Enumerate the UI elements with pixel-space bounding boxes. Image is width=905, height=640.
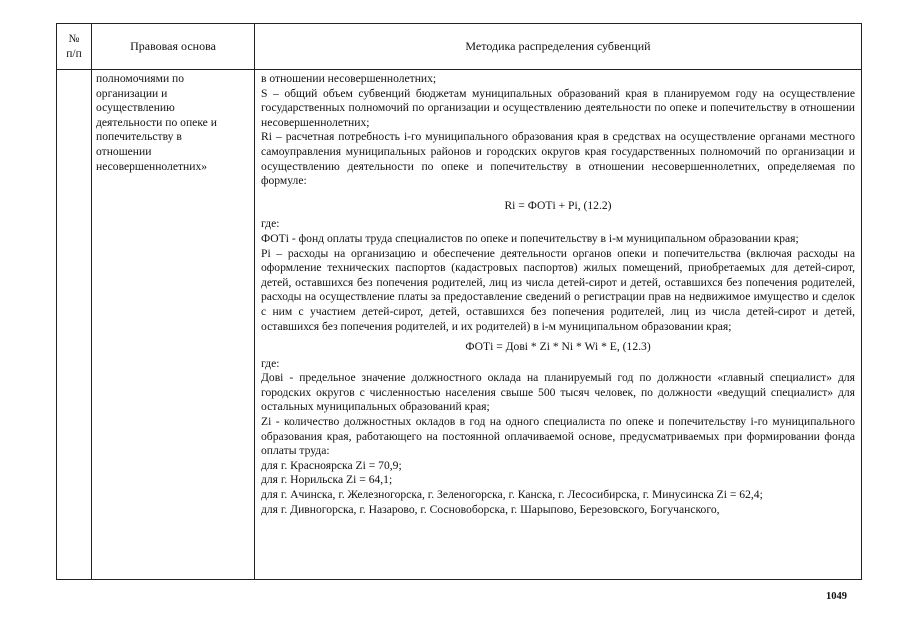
where-label: где: — [261, 356, 280, 370]
legal-basis-line: отношении — [96, 144, 152, 158]
body-number-cell — [57, 70, 92, 579]
method-paragraph: для г. Дивногорска, г. Назарово, г. Сосновоборска, г. Шарыпово, Березовского, Богучанского, — [261, 502, 720, 516]
table-header-row — [57, 24, 861, 70]
method-paragraph: Zi - количество должностных окладов в год на одного специалиста по опеке и попечительству i-го муниципального образования края, работающего на постоянной оплачиваемой основе, предусматриваемых при формировании фонда оплаты труда: — [261, 415, 855, 458]
method-paragraph: Ri – расчетная потребность i-го муниципального образования края в средствах на осуществление органами местного самоуправления муниципальных районов и городских округов края государственных полномочий по организации и осуществлению деятельности по опеке и попечительству в отношении несовершеннолетних, определяемая по формуле: — [261, 130, 855, 188]
formula-12-3: ФОТi = Довi * Zi * Ni * Wi * E, (12.3) — [465, 340, 651, 354]
method-paragraph: Pi – расходы на организацию и обеспечение деятельности органов опеки и попечительства (включая расходы на оформление технических паспортов (кадастровых паспортов) жилых помещений, приобретаемых для детей-сирот, детей, оставшихся без попечения родителей, лиц из числа детей-сирот и детей, оставшихся без попечения родителей, расходы на осуществление платы за предоставление сведений о регистрации прав на недвижимое имущество и сделок с ним с участием детей-сирот, детей, оставшихся без попечения родителей, лиц из числа детей-сирот и детей, оставшихся без попечения родителей, и их родителей) в i-м муниципальном образовании края; — [261, 246, 855, 333]
legal-basis-cell — [92, 70, 255, 579]
method-paragraph: для г. Норильска Zi = 64,1; — [261, 473, 393, 487]
method-paragraph: Довi - предельное значение должностного оклада на планируемый год по должности «главный специалист» для городских округов с численностью населения свыше 500 тысяч человек, по должности «ведущий специалист» для остальных муниципальных образований края; — [261, 371, 855, 414]
legal-basis-line: организации и — [96, 86, 168, 100]
header-number-column: № п/п — [57, 24, 92, 69]
where-label: где: — [261, 217, 280, 231]
method-paragraph: S – общий объем субвенций бюджетам муниципальных образований края в планируемом году на осуществление государственных полномочий по организации и осуществлению деятельности по опеке и попечительству в отношении несовершеннолетних; — [261, 86, 855, 129]
formula-12-2: Ri = ФОТi + Pi, (12.2) — [504, 198, 612, 212]
legal-basis-line: несовершеннолетних» — [96, 159, 208, 173]
header-methodology-column: Методика распределения субвенций — [465, 39, 651, 53]
legal-basis-line: полномочиями по — [96, 72, 185, 85]
methodology-cell — [255, 70, 861, 579]
legal-basis-line: осуществлению — [96, 101, 175, 115]
method-paragraph: для г. Ачинска, г. Железногорска, г. Зеленогорска, г. Канска, г. Лесосибирска, г. Минусинска Zi = 62,4; — [261, 488, 763, 502]
method-paragraph: в отношении несовершеннолетних; — [261, 72, 437, 85]
table-body-row — [57, 70, 861, 579]
header-legal-basis-column: Правовая основа — [92, 24, 255, 69]
legal-basis-line: попечительству в — [96, 130, 182, 144]
legal-basis-line: деятельности по опеке и — [96, 115, 217, 129]
page-number: 1049 — [826, 591, 847, 602]
method-paragraph: для г. Красноярска Zi = 70,9; — [261, 458, 402, 472]
method-paragraph: ФОТi - фонд оплаты труда специалистов по опеке и попечительству в i-м муниципальном образовании края; — [261, 231, 799, 245]
regulation-table — [56, 23, 862, 580]
